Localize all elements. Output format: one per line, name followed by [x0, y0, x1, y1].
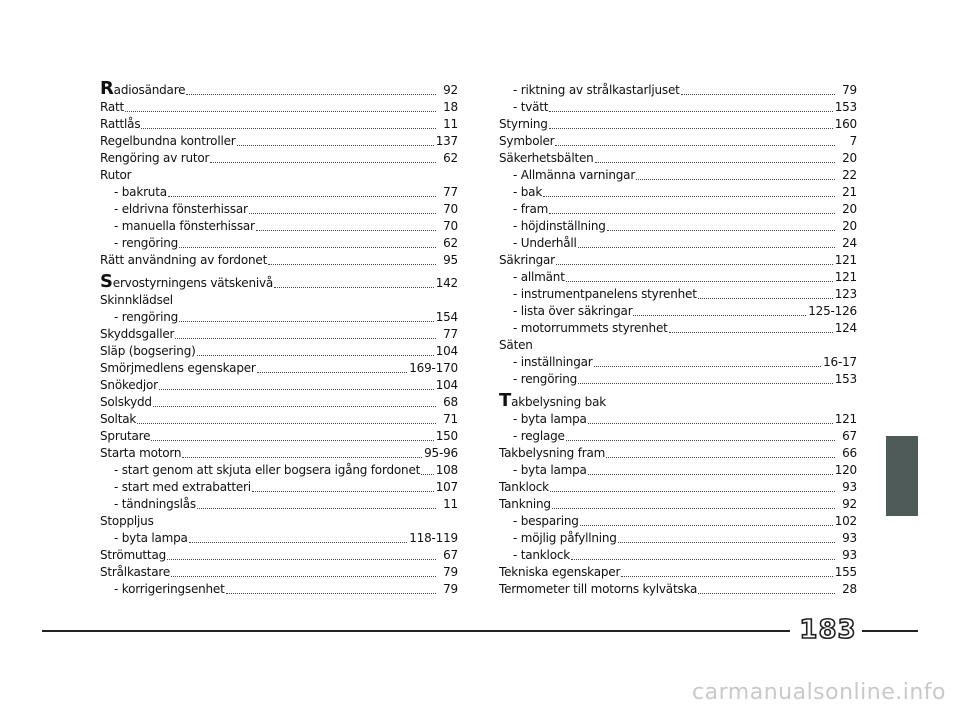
- index-entry: [499, 133, 857, 150]
- leader-dots: [137, 422, 436, 424]
- index-entry-page: 120: [834, 463, 857, 477]
- leader-dots: [249, 212, 436, 214]
- index-entry-page: 118-119: [409, 531, 458, 545]
- index-entry: [100, 581, 458, 598]
- index-entry-label: - start med extrabatteri: [114, 480, 251, 494]
- leader-dots: [268, 263, 436, 265]
- leader-dots: [698, 592, 835, 594]
- index-entry-label: Tanklock: [499, 480, 549, 494]
- index-entry: [499, 445, 857, 462]
- index-entry-page: 18: [443, 100, 458, 114]
- leader-dots: [175, 337, 436, 339]
- leader-dots: [669, 331, 833, 333]
- leader-dots: [151, 439, 433, 441]
- index-entry: [499, 201, 857, 218]
- leader-dots: [179, 320, 434, 322]
- index-entry-label: Ratt: [100, 100, 125, 114]
- index-entry-label: Tekniska egenskaper: [499, 565, 621, 579]
- index-entry: [499, 462, 857, 479]
- index-entry-page: 93: [842, 531, 857, 545]
- index-entry: [100, 377, 458, 394]
- index-entry-label: - korrigeringsenhet: [114, 582, 225, 596]
- index-entry-page: 102: [834, 514, 857, 528]
- index-entry-label: Strömuttag: [100, 548, 167, 562]
- index-entry: [499, 337, 857, 354]
- index-entry-label: Takbelysning bak: [499, 390, 606, 411]
- index-entry-page: 11: [443, 117, 458, 131]
- index-entry-page: 121: [834, 253, 857, 267]
- index-entry-label: - inställningar: [513, 355, 593, 369]
- index-entry: [499, 530, 857, 547]
- index-entry-page: 137: [435, 134, 458, 148]
- index-entry-page: 79: [443, 565, 458, 579]
- index-entry: [499, 320, 857, 337]
- index-entry-page: 155: [834, 565, 857, 579]
- leader-dots: [543, 195, 835, 197]
- leader-dots: [594, 365, 822, 367]
- index-entry-page: 104: [435, 344, 458, 358]
- index-entry-page: 77: [443, 185, 458, 199]
- index-entry: [100, 292, 458, 309]
- index-entry-label: - riktning av strålkastarljuset: [513, 83, 680, 97]
- index-entry: [100, 445, 458, 462]
- index-entry-label: - bakruta: [114, 185, 167, 199]
- index-entry-page: 124: [834, 321, 857, 335]
- index-entry-label: - reglage: [513, 429, 565, 443]
- index-right-column: [499, 82, 857, 598]
- leader-dots: [698, 297, 833, 299]
- leader-dots: [256, 229, 436, 231]
- leader-dots: [618, 541, 835, 543]
- index-entry-label: Starta motorn: [100, 446, 182, 460]
- leader-dots: [549, 110, 832, 112]
- index-entry: [499, 286, 857, 303]
- leader-dots: [210, 161, 436, 163]
- index-entry: [100, 78, 458, 99]
- index-entry-label: Strålkastare: [100, 565, 170, 579]
- index-entry-page: 77: [443, 327, 458, 341]
- index-entry-page: 71: [443, 412, 458, 426]
- index-entry-page: 11: [443, 497, 458, 511]
- index-entry: [499, 411, 857, 428]
- index-left-column: [100, 78, 458, 598]
- index-entry: [100, 479, 458, 496]
- index-entry: [100, 133, 458, 150]
- section-initial-letter: S: [100, 271, 113, 292]
- index-entry: [100, 564, 458, 581]
- leader-dots: [549, 127, 833, 129]
- index-entry: [100, 326, 458, 343]
- index-entry: [100, 271, 458, 292]
- index-entry-label: - rengöring: [114, 310, 179, 324]
- index-entry-page: 67: [842, 429, 857, 443]
- index-entry: [100, 496, 458, 513]
- index-entry-label: - byta lampa: [513, 412, 587, 426]
- footer-rule-left: [42, 630, 790, 632]
- section-initial-letter: T: [499, 390, 512, 411]
- index-entry-page: 20: [842, 219, 857, 233]
- index-entry-label: Termometer till motorns kylvätska: [499, 582, 698, 596]
- index-entry-label: - besparing: [513, 514, 579, 528]
- leader-dots: [182, 456, 422, 458]
- index-entry: [499, 547, 857, 564]
- index-entry-page: 68: [443, 395, 458, 409]
- index-entry: [100, 343, 458, 360]
- leader-dots: [155, 525, 436, 526]
- index-entry-page: 95: [443, 253, 458, 267]
- index-entry: [100, 116, 458, 133]
- index-entry-page: 153: [834, 372, 857, 386]
- leader-dots: [125, 110, 436, 112]
- index-entry-page: 79: [443, 582, 458, 596]
- index-entry-label: Stoppljus: [100, 514, 154, 528]
- index-entry-label: - Underhåll: [513, 236, 577, 250]
- index-entry-page: 92: [443, 83, 458, 97]
- index-entry-label: - fram: [513, 202, 549, 216]
- index-entry-label: - byta lampa: [513, 463, 587, 477]
- index-entry: [499, 99, 857, 116]
- leader-dots: [588, 473, 833, 475]
- index-entry-label: - tvätt: [513, 100, 549, 114]
- index-entry: [100, 513, 458, 530]
- index-entry-label: - start genom att skjuta eller bogsera igång fordonet: [114, 463, 421, 477]
- index-entry-label: - instrumentpanelens styrenhet: [513, 287, 697, 301]
- chapter-tab: [886, 436, 918, 516]
- index-entry-page: 150: [435, 429, 458, 443]
- leader-dots: [549, 212, 835, 214]
- index-entry-page: 107: [435, 480, 458, 494]
- index-entry-page: 28: [842, 582, 857, 596]
- index-entry: [100, 252, 458, 269]
- leader-dots: [555, 144, 835, 146]
- leader-dots: [174, 304, 436, 305]
- leader-dots: [633, 314, 806, 316]
- index-entry-label: - möjlig påfyllning: [513, 531, 617, 545]
- leader-dots: [578, 246, 835, 248]
- leader-dots: [153, 405, 436, 407]
- index-entry-label: Släp (bogsering): [100, 344, 196, 358]
- index-entry: [100, 235, 458, 252]
- leader-dots: [566, 280, 833, 282]
- index-entry-page: 79: [842, 83, 857, 97]
- index-entry-label: Tankning: [499, 497, 551, 511]
- index-entry: [499, 82, 857, 99]
- leader-dots: [621, 575, 833, 577]
- index-entry-label: - rengöring: [513, 372, 578, 386]
- index-entry-label: - rengöring: [114, 236, 179, 250]
- index-entry: [100, 411, 458, 428]
- index-entry-label: Säkerhetsbälten: [499, 151, 594, 165]
- index-entry: [499, 167, 857, 184]
- index-entry-page: 123: [834, 287, 857, 301]
- page-number: 183: [799, 615, 857, 645]
- index-entry: [499, 303, 857, 320]
- index-entry-page: 142: [435, 276, 458, 290]
- leader-dots: [571, 558, 835, 560]
- index-entry: [499, 116, 857, 133]
- index-entry-page: 62: [443, 151, 458, 165]
- index-entry-label: Takbelysning fram: [499, 446, 606, 460]
- index-entry-label: - höjdinställning: [513, 219, 606, 233]
- leader-dots: [159, 388, 434, 390]
- leader-dots: [186, 93, 436, 95]
- leader-dots: [566, 439, 835, 441]
- index-entry: [100, 218, 458, 235]
- leader-dots: [595, 161, 835, 163]
- index-entry-label: - tanklock: [513, 548, 570, 562]
- leader-dots: [607, 406, 835, 407]
- index-entry: [100, 428, 458, 445]
- index-entry-page: 66: [842, 446, 857, 460]
- index-entry-label: Solskydd: [100, 395, 152, 409]
- index-entry-label: Regelbundna kontroller: [100, 134, 236, 148]
- leader-dots: [197, 354, 434, 356]
- index-entry-page: 160: [834, 117, 857, 131]
- index-entry-label: Sprutare: [100, 429, 151, 443]
- leader-dots: [421, 473, 434, 475]
- leader-dots: [534, 349, 835, 350]
- index-entry-page: 125-126: [808, 304, 857, 318]
- index-entry-label: Säkringar: [499, 253, 555, 267]
- index-entry-label: - tändningslås: [114, 497, 196, 511]
- index-entry-page: 20: [842, 151, 857, 165]
- index-entry: [100, 184, 458, 201]
- leader-dots: [167, 558, 436, 560]
- index-entry-page: 154: [435, 310, 458, 324]
- index-entry: [499, 184, 857, 201]
- leader-dots: [274, 286, 434, 288]
- index-entry-label: Rätt användning av fordonet: [100, 253, 268, 267]
- index-entry-label: - manuella fönsterhissar: [114, 219, 255, 233]
- index-entry-page: 24: [842, 236, 857, 250]
- index-entry: [100, 530, 458, 547]
- index-entry: [100, 167, 458, 184]
- index-entry-label: Rengöring av rutor: [100, 151, 210, 165]
- index-entry-page: 93: [842, 480, 857, 494]
- index-entry: [499, 218, 857, 235]
- index-entry: [499, 428, 857, 445]
- index-entry-label: Rutor: [100, 168, 132, 182]
- index-entry: [100, 547, 458, 564]
- index-entry-label: - eldrivna fönsterhissar: [114, 202, 248, 216]
- index-entry-page: 153: [834, 100, 857, 114]
- index-entry-page: 108: [435, 463, 458, 477]
- leader-dots: [681, 93, 835, 95]
- index-entry-label: - allmänt: [513, 270, 565, 284]
- index-entry-label: Smörjmedlens egenskaper: [100, 361, 256, 375]
- leader-dots: [257, 371, 408, 373]
- footer-rule-right: [862, 630, 918, 632]
- leader-dots: [179, 246, 436, 248]
- leader-dots: [636, 178, 835, 180]
- leader-dots: [171, 575, 436, 577]
- leader-dots: [578, 382, 833, 384]
- index-entry: [499, 354, 857, 371]
- leader-dots: [226, 592, 436, 594]
- index-entry: [499, 150, 857, 167]
- index-entry-label: Radiosändare: [100, 78, 186, 99]
- leader-dots: [141, 127, 436, 129]
- index-entry-page: 7: [849, 134, 857, 148]
- index-entry: [100, 462, 458, 479]
- index-entry: [100, 201, 458, 218]
- index-entry-label: Skinnklädsel: [100, 293, 173, 307]
- index-entry-page: 93: [842, 548, 857, 562]
- index-entry-label: Snökedjor: [100, 378, 158, 392]
- index-entry-page: 121: [834, 270, 857, 284]
- index-entry-page: 62: [443, 236, 458, 250]
- index-entry-page: 104: [435, 378, 458, 392]
- index-entry-label: - lista över säkringar: [513, 304, 633, 318]
- index-entry: [499, 564, 857, 581]
- index-entry-label: - byta lampa: [114, 531, 188, 545]
- index-entry: [499, 252, 857, 269]
- index-entry: [100, 99, 458, 116]
- index-entry-page: 22: [842, 168, 857, 182]
- index-entry-page: 169-170: [409, 361, 458, 375]
- index-entry-label: Skyddsgaller: [100, 327, 175, 341]
- index-entry-label: Servostyrningens vätskenivå: [100, 271, 274, 292]
- leader-dots: [189, 541, 408, 543]
- index-entry: [100, 309, 458, 326]
- leader-dots: [550, 490, 835, 492]
- index-entry-page: 95-96: [424, 446, 458, 460]
- index-entry-page: 70: [443, 219, 458, 233]
- index-entry-label: Symboler: [499, 134, 555, 148]
- index-entry-page: 70: [443, 202, 458, 216]
- leader-dots: [588, 422, 833, 424]
- leader-dots: [197, 507, 436, 509]
- leader-dots: [132, 179, 436, 180]
- index-entry: [499, 513, 857, 530]
- index-entry: [499, 496, 857, 513]
- index-entry: [499, 390, 857, 411]
- index-entry: [499, 479, 857, 496]
- index-entry-page: 20: [842, 202, 857, 216]
- leader-dots: [552, 507, 835, 509]
- index-entry-label: Säten: [499, 338, 533, 352]
- index-entry-page: 21: [842, 185, 857, 199]
- index-entry-label: Rattlås: [100, 117, 141, 131]
- leader-dots: [556, 263, 833, 265]
- index-entry: [499, 235, 857, 252]
- index-entry-label: Soltak: [100, 412, 137, 426]
- index-entry: [100, 360, 458, 377]
- index-entry-page: 121: [834, 412, 857, 426]
- leader-dots: [237, 144, 434, 146]
- index-entry-label: - motorrummets styrenhet: [513, 321, 668, 335]
- index-entry: [499, 371, 857, 388]
- section-initial-letter: R: [100, 78, 114, 99]
- leader-dots: [607, 229, 835, 231]
- index-entry-label: - bak: [513, 185, 543, 199]
- index-entry-page: 16-17: [823, 355, 857, 369]
- leader-dots: [252, 490, 434, 492]
- index-entry-page: 67: [443, 548, 458, 562]
- leader-dots: [606, 456, 835, 458]
- index-entry: [499, 269, 857, 286]
- index-entry: [499, 581, 857, 598]
- index-entry: [100, 150, 458, 167]
- watermark: carmanualsonline.info: [692, 680, 946, 705]
- index-entry-label: Styrning: [499, 117, 548, 131]
- index-entry: [100, 394, 458, 411]
- leader-dots: [580, 524, 833, 526]
- index-entry-label: - Allmänna varningar: [513, 168, 636, 182]
- leader-dots: [168, 195, 436, 197]
- index-entry-page: 92: [842, 497, 857, 511]
